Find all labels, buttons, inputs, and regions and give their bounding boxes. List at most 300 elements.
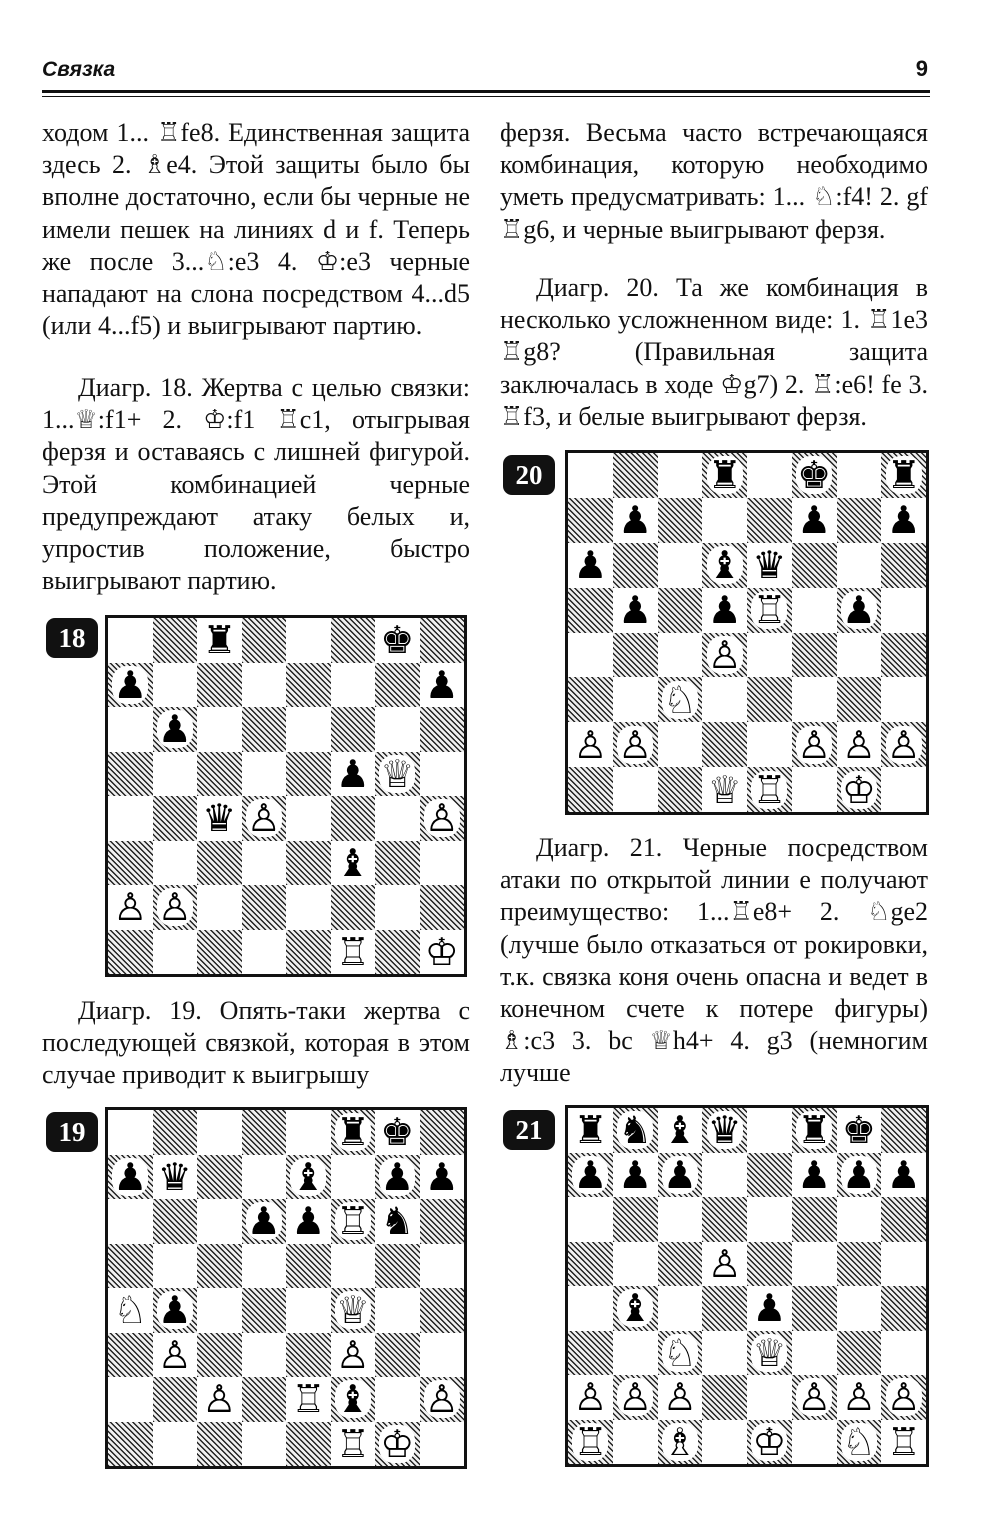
white-rook-icon: ♖: [573, 1419, 608, 1464]
board-square: [702, 453, 747, 498]
board-square: [331, 752, 376, 797]
board-square: [375, 707, 420, 752]
white-rook-icon: ♖: [335, 929, 370, 974]
board-square: [108, 1199, 153, 1244]
board-square: [747, 767, 792, 812]
board-square: [747, 1197, 792, 1242]
header-rule-thin: [42, 96, 930, 97]
board-square: [375, 841, 420, 886]
board-square: [242, 1110, 287, 1155]
board-square: [197, 1288, 242, 1333]
white-pawn-icon: ♙: [202, 1377, 237, 1422]
board-square: [420, 841, 465, 886]
board-square: [881, 453, 926, 498]
board-square: [837, 1242, 882, 1287]
board-square: [747, 722, 792, 767]
board-square: [792, 588, 837, 633]
black-rook-icon: ♜: [573, 1108, 608, 1153]
board-square: [613, 1153, 658, 1198]
board-square: [837, 543, 882, 588]
diagram-number-badge: 20: [503, 455, 555, 495]
black-bishop-icon: ♝: [335, 840, 370, 885]
board-square: [702, 1286, 747, 1331]
white-pawn-icon: ♙: [157, 885, 192, 930]
board-square: [658, 633, 703, 678]
chess-board: [565, 450, 929, 815]
white-pawn-icon: ♙: [707, 1241, 742, 1286]
board-square: [568, 677, 613, 722]
board-square: [792, 1108, 837, 1153]
black-king-icon: ♚: [380, 618, 415, 663]
board-square: [242, 1422, 287, 1467]
board-square: [420, 930, 465, 975]
board-square: [747, 1286, 792, 1331]
board-square: [331, 1377, 376, 1422]
board-square: [197, 1155, 242, 1200]
board-square: [197, 1244, 242, 1289]
board-square: [286, 1333, 331, 1378]
board-square: [792, 543, 837, 588]
white-king-icon: ♔: [841, 767, 876, 812]
board-square: [613, 1375, 658, 1420]
white-queen-icon: ♕: [380, 751, 415, 796]
board-square: [108, 1288, 153, 1333]
board-square: [197, 1110, 242, 1155]
black-king-icon: ♚: [797, 453, 832, 498]
board-square: [375, 1377, 420, 1422]
board-square: [242, 1377, 287, 1422]
board-square: [420, 1377, 465, 1422]
board-square: [242, 796, 287, 841]
board-square: [747, 588, 792, 633]
board-square: [242, 663, 287, 708]
board-square: [153, 930, 198, 975]
board-square: [881, 1108, 926, 1153]
board-square: [837, 1286, 882, 1331]
board-square: [242, 841, 287, 886]
board-square: [197, 841, 242, 886]
board-square: [420, 1422, 465, 1467]
board-square: [153, 1110, 198, 1155]
board-square: [613, 1420, 658, 1465]
board-square: [702, 543, 747, 588]
black-king-icon: ♚: [380, 1110, 415, 1155]
board-square: [747, 1331, 792, 1376]
board-square: [197, 618, 242, 663]
board-square: [286, 663, 331, 708]
board-square: [108, 1377, 153, 1422]
white-queen-icon: ♕: [335, 1288, 370, 1333]
black-pawn-icon: ♟: [424, 1154, 459, 1199]
board-square: [420, 885, 465, 930]
black-pawn-icon: ♟: [113, 1154, 148, 1199]
board-square: [837, 1420, 882, 1465]
board-square: [242, 707, 287, 752]
white-king-icon: ♔: [380, 1421, 415, 1466]
board-square: [747, 1153, 792, 1198]
board-square: [658, 722, 703, 767]
board-square: [837, 767, 882, 812]
board-square: [153, 618, 198, 663]
board-square: [747, 633, 792, 678]
board-square: [613, 1197, 658, 1242]
board-square: [375, 1110, 420, 1155]
black-rook-icon: ♜: [707, 453, 742, 498]
white-knight-icon: ♘: [662, 677, 697, 722]
board-square: [881, 722, 926, 767]
board-square: [747, 453, 792, 498]
board-square: [881, 1375, 926, 1420]
black-pawn-icon: ♟: [797, 1152, 832, 1197]
board-square: [702, 588, 747, 633]
board-square: [613, 453, 658, 498]
black-pawn-icon: ♟: [573, 543, 608, 588]
board-square: [153, 1377, 198, 1422]
board-square: [286, 1288, 331, 1333]
board-square: [658, 1331, 703, 1376]
board-square: [286, 796, 331, 841]
board-square: [242, 618, 287, 663]
board-square: [153, 752, 198, 797]
board-square: [658, 1375, 703, 1420]
board-square: [331, 1422, 376, 1467]
board-square: [747, 1375, 792, 1420]
board-square: [613, 543, 658, 588]
board-square: [881, 1331, 926, 1376]
white-queen-icon: ♕: [752, 1330, 787, 1375]
board-square: [881, 498, 926, 543]
board-square: [420, 752, 465, 797]
diagram-number-badge: 19: [46, 1112, 98, 1152]
board-square: [702, 767, 747, 812]
left-paragraph-1: ходом 1... ♖fe8. Единственная защита здесь 2. ♗e4. Этой защиты было бы вполне достаточно, если бы черные не имели пешек на линиях d и f. Теперь же после 3...♘:e3 4. ♔:e3 черные нападают на слона посредством 4...d5 (или 4...f5) и выигрывают партию.: [42, 118, 470, 341]
board-square: [286, 1244, 331, 1289]
board-square: [792, 767, 837, 812]
board-square: [331, 841, 376, 886]
board-square: [881, 1242, 926, 1287]
board-square: [568, 453, 613, 498]
board-square: [702, 1375, 747, 1420]
board-square: [613, 498, 658, 543]
right-paragraph-1: ферзя. Весьма часто встречающаяся комбинация, которую необходимо уметь предусматривать: 1... ♘:f4! 2. gf ♖g6, и черные выигрывают ферзя.: [500, 118, 928, 244]
board-square: [420, 796, 465, 841]
board-square: [568, 633, 613, 678]
board-square: [881, 1286, 926, 1331]
board-square: [420, 1110, 465, 1155]
board-square: [792, 1331, 837, 1376]
board-square: [286, 1422, 331, 1467]
running-title: Связка: [42, 58, 116, 81]
black-pawn-icon: ♟: [841, 588, 876, 633]
white-pawn-icon: ♙: [157, 1332, 192, 1377]
board-square: [375, 663, 420, 708]
board-square: [568, 722, 613, 767]
board-square: [286, 885, 331, 930]
board-square: [197, 752, 242, 797]
board-square: [568, 1197, 613, 1242]
board-square: [108, 1110, 153, 1155]
black-rook-icon: ♜: [886, 453, 921, 498]
board-square: [792, 722, 837, 767]
board-square: [286, 1199, 331, 1244]
board-square: [108, 618, 153, 663]
white-rook-icon: ♖: [291, 1377, 326, 1422]
board-square: [658, 588, 703, 633]
black-bishop-icon: ♝: [707, 543, 742, 588]
board-square: [658, 1242, 703, 1287]
board-square: [568, 588, 613, 633]
board-square: [242, 1288, 287, 1333]
header-rule: [42, 90, 930, 93]
board-square: [658, 1108, 703, 1153]
board-square: [613, 1108, 658, 1153]
black-bishop-icon: ♝: [291, 1154, 326, 1199]
black-pawn-icon: ♟: [797, 498, 832, 543]
left-paragraph-2: Диагр. 18. Жертва с целью связки: 1...♕:f1+ 2. ♔:f1 ♖c1, отыгрывая ферзя и оставаясь с лишней фигурой. Этой комбинацией черные предупреждают атаку белых и, упростив положение, быстро выигрывают партию.: [42, 373, 470, 596]
black-pawn-icon: ♟: [424, 662, 459, 707]
board-square: [658, 543, 703, 588]
board-square: [837, 498, 882, 543]
black-pawn-icon: ♟: [618, 498, 653, 543]
black-knight-icon: ♞: [618, 1108, 653, 1153]
board-square: [613, 677, 658, 722]
black-king-icon: ♚: [841, 1108, 876, 1153]
chess-board: [565, 1105, 929, 1467]
board-square: [242, 1155, 287, 1200]
board-square: [286, 1377, 331, 1422]
board-square: [837, 588, 882, 633]
black-pawn-icon: ♟: [573, 1152, 608, 1197]
board-square: [286, 752, 331, 797]
board-square: [197, 1333, 242, 1378]
board-square: [242, 1199, 287, 1244]
board-square: [613, 588, 658, 633]
board-square: [568, 498, 613, 543]
board-square: [837, 722, 882, 767]
white-pawn-icon: ♙: [573, 1375, 608, 1420]
board-square: [837, 1197, 882, 1242]
board-square: [331, 885, 376, 930]
board-square: [747, 1108, 792, 1153]
board-square: [331, 1155, 376, 1200]
board-square: [331, 1333, 376, 1378]
black-rook-icon: ♜: [202, 618, 237, 663]
board-square: [108, 841, 153, 886]
board-square: [881, 767, 926, 812]
white-pawn-icon: ♙: [618, 722, 653, 767]
board-square: [702, 633, 747, 678]
board-square: [881, 633, 926, 678]
board-square: [197, 1377, 242, 1422]
black-pawn-icon: ♟: [157, 1288, 192, 1333]
board-square: [420, 618, 465, 663]
board-square: [420, 1155, 465, 1200]
white-king-icon: ♔: [752, 1419, 787, 1464]
diagram-number-badge: 21: [503, 1110, 555, 1150]
board-square: [613, 1242, 658, 1287]
board-square: [702, 1331, 747, 1376]
board-square: [108, 885, 153, 930]
board-square: [108, 796, 153, 841]
chess-board: [105, 615, 467, 977]
board-square: [747, 1420, 792, 1465]
board-square: [197, 707, 242, 752]
board-square: [881, 588, 926, 633]
board-square: [702, 722, 747, 767]
board-square: [702, 677, 747, 722]
board-square: [375, 1244, 420, 1289]
board-square: [286, 841, 331, 886]
board-square: [286, 930, 331, 975]
board-square: [568, 1375, 613, 1420]
board-square: [286, 1155, 331, 1200]
board-square: [881, 1197, 926, 1242]
board-square: [197, 885, 242, 930]
board-square: [420, 1333, 465, 1378]
board-square: [286, 707, 331, 752]
board-square: [153, 1333, 198, 1378]
board-square: [658, 498, 703, 543]
board-square: [375, 618, 420, 663]
board-square: [375, 885, 420, 930]
board-square: [837, 1375, 882, 1420]
board-square: [197, 663, 242, 708]
white-rook-icon: ♖: [886, 1419, 921, 1464]
board-square: [792, 633, 837, 678]
board-square: [613, 722, 658, 767]
board-square: [153, 1288, 198, 1333]
board-square: [702, 1153, 747, 1198]
board-square: [420, 1244, 465, 1289]
board-square: [568, 1108, 613, 1153]
board-square: [792, 1153, 837, 1198]
board-square: [197, 1422, 242, 1467]
board-square: [658, 767, 703, 812]
board-square: [108, 707, 153, 752]
board-square: [702, 1197, 747, 1242]
black-pawn-icon: ♟: [246, 1199, 281, 1244]
black-pawn-icon: ♟: [113, 662, 148, 707]
board-square: [837, 677, 882, 722]
black-pawn-icon: ♟: [157, 707, 192, 752]
board-square: [658, 453, 703, 498]
board-square: [331, 1288, 376, 1333]
board-square: [702, 1242, 747, 1287]
board-square: [153, 885, 198, 930]
diagram-number-badge: 18: [46, 618, 98, 658]
board-square: [837, 453, 882, 498]
board-square: [108, 1155, 153, 1200]
board-square: [613, 767, 658, 812]
board-square: [108, 1333, 153, 1378]
white-pawn-icon: ♙: [886, 1375, 921, 1420]
board-square: [568, 1420, 613, 1465]
black-rook-icon: ♜: [797, 1108, 832, 1153]
board-square: [375, 1333, 420, 1378]
board-square: [881, 677, 926, 722]
board-square: [420, 707, 465, 752]
board-square: [375, 1155, 420, 1200]
left-paragraph-3: Диагр. 19. Опять-таки жертва с последующей связкой, которая в этом случае приводит к выигрышу: [42, 996, 470, 1090]
white-pawn-icon: ♙: [797, 722, 832, 767]
white-pawn-icon: ♙: [886, 722, 921, 767]
board-square: [153, 1422, 198, 1467]
board-square: [747, 498, 792, 543]
board-square: [658, 1420, 703, 1465]
black-queen-icon: ♛: [752, 543, 787, 588]
board-square: [331, 1199, 376, 1244]
white-pawn-icon: ♙: [707, 632, 742, 677]
black-pawn-icon: ♟: [841, 1152, 876, 1197]
black-queen-icon: ♛: [202, 796, 237, 841]
black-pawn-icon: ♟: [886, 498, 921, 543]
board-square: [613, 1331, 658, 1376]
board-square: [837, 1153, 882, 1198]
board-square: [286, 1110, 331, 1155]
board-square: [568, 1153, 613, 1198]
board-square: [242, 1244, 287, 1289]
board-square: [108, 930, 153, 975]
board-square: [331, 663, 376, 708]
board-square: [568, 543, 613, 588]
board-square: [375, 930, 420, 975]
black-pawn-icon: ♟: [380, 1154, 415, 1199]
board-square: [153, 1199, 198, 1244]
board-square: [747, 1242, 792, 1287]
board-square: [331, 707, 376, 752]
page-number: 9: [915, 56, 928, 81]
board-square: [375, 796, 420, 841]
board-square: [197, 796, 242, 841]
black-knight-icon: ♞: [380, 1199, 415, 1244]
board-square: [658, 1153, 703, 1198]
board-square: [792, 453, 837, 498]
board-square: [792, 498, 837, 543]
white-pawn-icon: ♙: [841, 1375, 876, 1420]
board-square: [792, 1375, 837, 1420]
board-square: [375, 752, 420, 797]
board-square: [792, 1286, 837, 1331]
board-square: [108, 1244, 153, 1289]
black-pawn-icon: ♟: [618, 588, 653, 633]
board-square: [242, 1333, 287, 1378]
board-square: [375, 1199, 420, 1244]
board-square: [792, 1420, 837, 1465]
white-pawn-icon: ♙: [113, 885, 148, 930]
board-square: [792, 1197, 837, 1242]
black-pawn-icon: ♟: [886, 1152, 921, 1197]
white-rook-icon: ♖: [335, 1199, 370, 1244]
board-square: [837, 1108, 882, 1153]
white-queen-icon: ♕: [707, 767, 742, 812]
black-rook-icon: ♜: [335, 1110, 370, 1155]
white-knight-icon: ♘: [113, 1288, 148, 1333]
white-pawn-icon: ♙: [335, 1332, 370, 1377]
board-square: [420, 1199, 465, 1244]
black-bishop-icon: ♝: [335, 1377, 370, 1422]
board-square: [702, 498, 747, 543]
black-pawn-icon: ♟: [707, 588, 742, 633]
board-square: [331, 1110, 376, 1155]
board-square: [568, 767, 613, 812]
black-queen-icon: ♛: [707, 1108, 742, 1153]
white-rook-icon: ♖: [335, 1421, 370, 1466]
black-pawn-icon: ♟: [662, 1152, 697, 1197]
board-square: [613, 1286, 658, 1331]
black-pawn-icon: ♟: [618, 1152, 653, 1197]
board-square: [242, 930, 287, 975]
black-pawn-icon: ♟: [291, 1199, 326, 1244]
